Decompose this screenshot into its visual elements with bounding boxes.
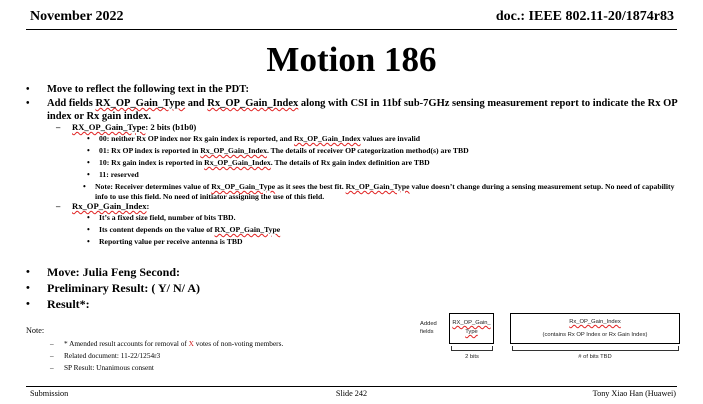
note-text-2: as it sees the best fit.: [275, 182, 346, 191]
note-field-2: Rx_OP_Gain_Type: [345, 182, 410, 191]
note-x-value: X: [188, 339, 194, 348]
field1-line-1: RX_OP_Gain_: [452, 320, 491, 326]
item-field: Rx_OP_Gain_Index: [204, 158, 271, 167]
note-text: SP Result: Unanimous consent: [64, 363, 154, 372]
item-field: Rx_OP_Gain_Index: [293, 134, 361, 143]
footer-rule: [26, 386, 677, 387]
note-field-1: Rx_OP_Gain_Type: [211, 182, 276, 191]
field2-line-1: Rx_OP_Gain_Index: [569, 319, 621, 325]
field-name-rx-op-gain-type: RX_OP_Gain_Type: [95, 98, 186, 109]
dash-icon: –: [50, 339, 54, 348]
bullet-dot-icon: •: [87, 225, 90, 234]
dash-icon: –: [56, 201, 61, 211]
add-fields-text-3: along with CSI in 11bf sub-7GHz sensing measurement report to indicate the Rx OP index or Rx gain index.: [47, 98, 678, 122]
move-by-text: Move: Julia Feng Second:: [47, 265, 180, 279]
gain-index-item-2: [87, 225, 281, 235]
added-fields-label: [420, 320, 437, 336]
gain-type-item-00: [87, 134, 421, 144]
footer-submission: Submission: [30, 389, 69, 398]
add-fields-text-2: and: [185, 98, 208, 109]
slide-title: Motion 186: [266, 40, 437, 79]
note-item-amended: [50, 339, 284, 349]
bullet-result: [26, 297, 90, 312]
field-box-gain-type: [449, 313, 494, 344]
move-text: Move to reflect the following text in the PDT:: [47, 84, 249, 95]
gain-type-item-01: [87, 146, 469, 156]
gain-type-suffix: : 2 bits (b1b0): [145, 122, 197, 132]
result-text: Result*:: [47, 297, 90, 311]
gain-type-note: [83, 182, 681, 202]
note-item-related-doc: [50, 351, 161, 361]
dash-icon: –: [50, 351, 54, 360]
field-name-rx-op-gain-index: Rx_OP_Gain_Index: [207, 98, 299, 109]
gain-index-item-1: [87, 213, 236, 223]
item-text: 10: Rx gain index is reported in: [99, 158, 205, 167]
gain-type-item-11: [87, 170, 139, 180]
gain-index-item-3: [87, 237, 243, 247]
item-text: Reporting value per receive antenna is TBD: [99, 237, 243, 246]
bullet-dot-icon: •: [26, 282, 30, 294]
item-text: It’s a fixed size field, number of bits TBD.: [99, 213, 236, 222]
bullet-dot-icon: •: [26, 298, 30, 310]
gain-index-heading: [56, 201, 150, 212]
dash-icon: –: [56, 122, 61, 132]
header-doc-id: doc.: IEEE 802.11-20/1874r83: [495, 9, 674, 24]
gain-type-item-10: [87, 158, 430, 168]
bits-bracket-2: [512, 346, 679, 351]
item-field: RX_OP_Gain_Type: [214, 225, 281, 234]
bullet-prelim-result: [26, 281, 200, 296]
field-box-gain-index-label: [511, 318, 679, 340]
field-box-gain-type-label: [450, 319, 493, 337]
field-box-gain-index: [510, 313, 680, 344]
gain-type-name: RX_OP_Gain_Type: [72, 122, 146, 132]
bullet-dot-icon: •: [87, 170, 90, 179]
bits-label-1: 2 bits: [465, 354, 479, 360]
field1-line-2: Type: [465, 329, 478, 335]
note-text-post: votes of non-voting members.: [193, 339, 284, 348]
bullet-dot-icon: •: [26, 84, 30, 95]
footer-slide-number: Slide 242: [335, 389, 368, 398]
dash-icon: –: [50, 363, 54, 372]
bullet-dot-icon: •: [83, 182, 86, 191]
bullet-move-text: [26, 83, 249, 96]
header-rule: [26, 29, 677, 30]
item-text: 11: reserved: [99, 170, 139, 179]
bullet-add-fields: [26, 97, 683, 123]
gain-type-heading: [56, 122, 197, 133]
item-text-post: . The details of Rx gain index definition are TBD: [270, 158, 430, 167]
prelim-result-text: Preliminary Result: ( Y/ N/ A): [47, 281, 200, 295]
header-date: November 2022: [30, 9, 124, 24]
bullet-dot-icon: •: [87, 158, 90, 167]
bullet-dot-icon: •: [87, 134, 90, 143]
note-item-sp-result: [50, 363, 154, 373]
note-text-1: Note: Receiver determines value of: [95, 182, 212, 191]
bullet-dot-icon: •: [87, 146, 90, 155]
note-text: * Amended result accounts for removal of: [64, 339, 189, 348]
note-text-3: value doesn’t change during a sensing measurement setup. No need of capability info to use this field. No need of initiator assigning the use of this field.: [95, 182, 675, 201]
add-fields-text-1: Add fields: [47, 98, 96, 109]
notes-label: Note:: [26, 326, 45, 335]
item-text-post: values are invalid: [360, 134, 421, 143]
bits-label-2: # of bits TBD: [578, 354, 612, 360]
footer-author: Tony Xiao Han (Huawei): [592, 389, 676, 398]
gain-index-suffix: :: [146, 201, 150, 211]
bullet-dot-icon: •: [87, 237, 90, 246]
field2-line-2: (contains Rx OP Index or Rx Gain Index): [542, 332, 648, 338]
note-text: Related document: 11-22/1254r3: [64, 351, 161, 360]
bullet-dot-icon: •: [87, 213, 90, 222]
added-label-line-2: fields: [420, 329, 434, 335]
added-label-line-1: Added: [420, 321, 437, 327]
item-text: 01: Rx OP index is reported in: [99, 146, 201, 155]
gain-index-name: Rx_OP_Gain_Index: [72, 201, 147, 211]
bullet-dot-icon: •: [26, 98, 30, 109]
item-text: Its content depends on the value of: [99, 225, 215, 234]
item-text: 00: neither Rx OP index nor Rx gain index is reported, and: [99, 134, 294, 143]
item-field: Rx_OP_Gain_Index: [200, 146, 267, 155]
bullet-dot-icon: •: [26, 266, 30, 278]
item-text-post: . The details of receiver OP categorization method(s) are TBD: [266, 146, 469, 155]
bullet-move-by: [26, 265, 180, 280]
bits-bracket-1: [451, 346, 493, 351]
